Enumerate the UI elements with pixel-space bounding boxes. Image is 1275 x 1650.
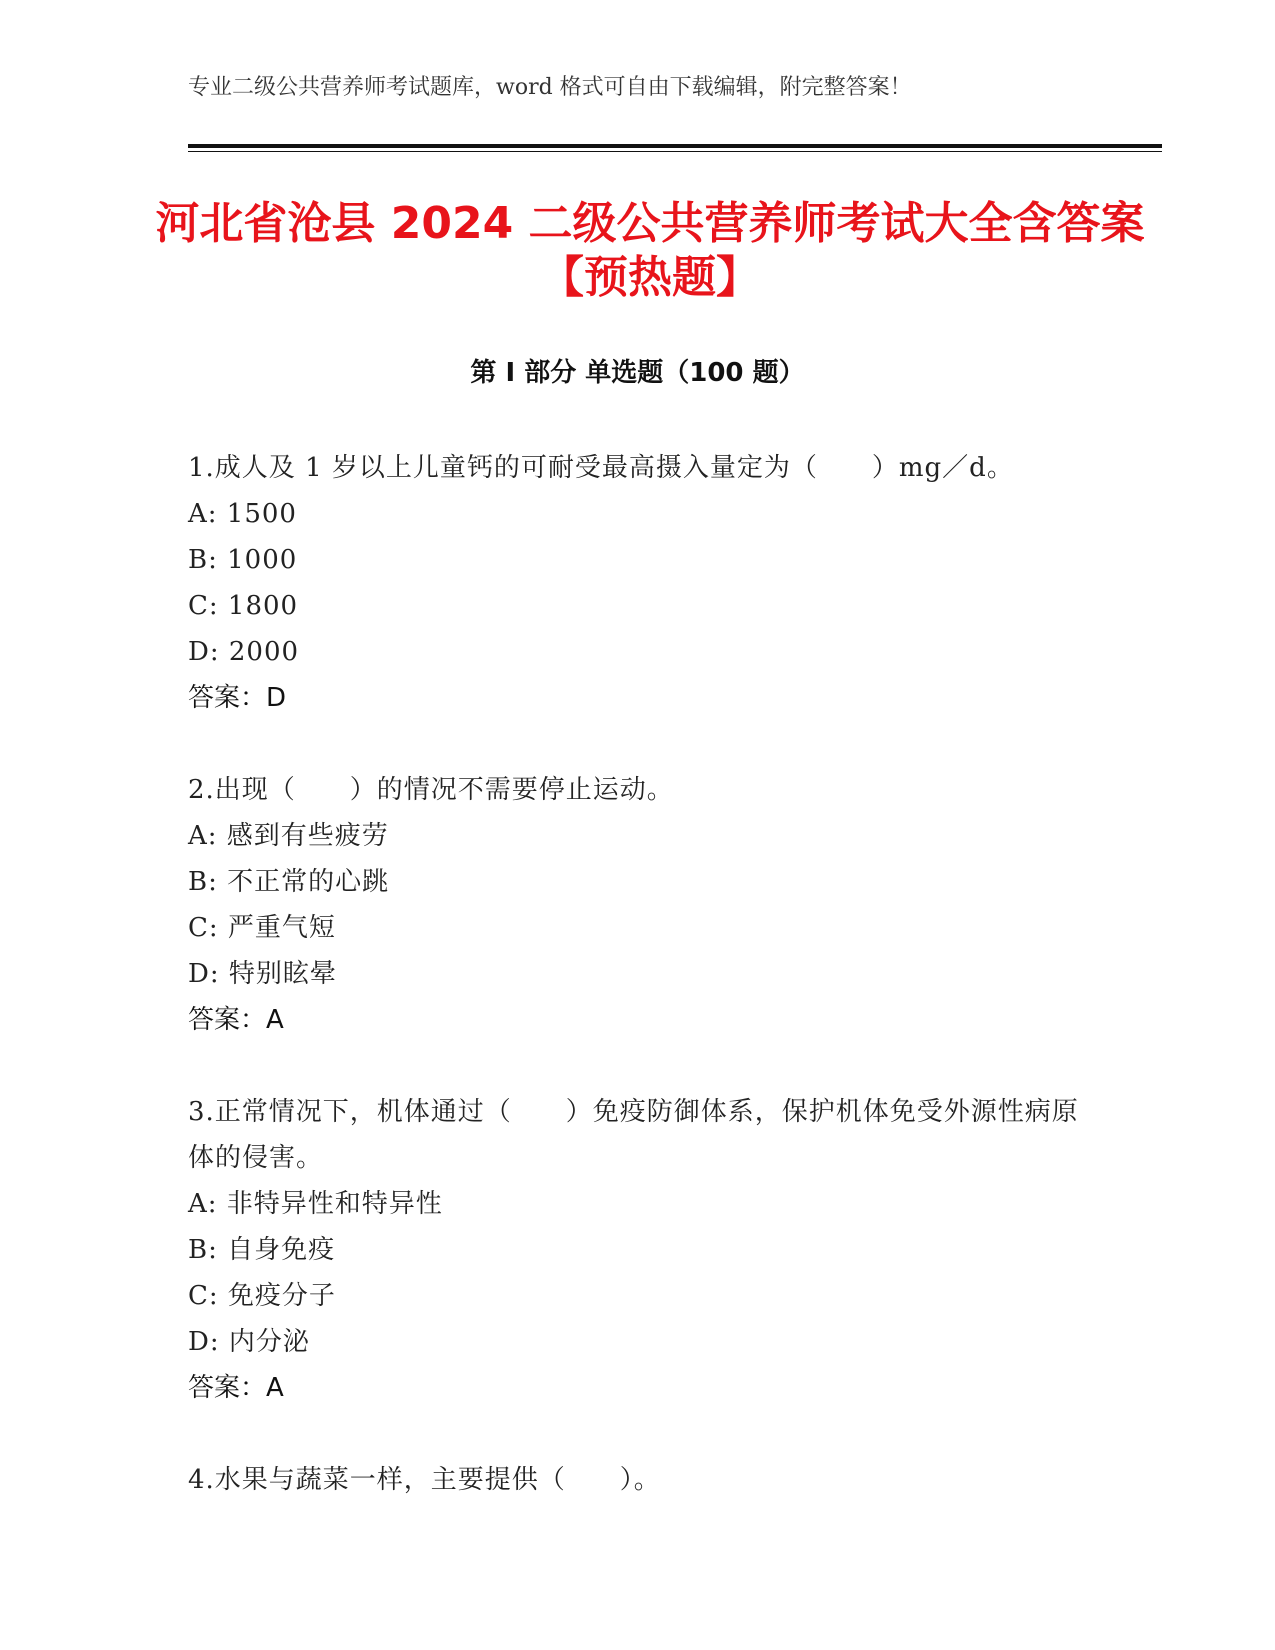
option-a: A: 非特异性和特异性 xyxy=(188,1189,443,1219)
option-c: C: 1800 xyxy=(188,591,299,621)
option-c: C: 严重气短 xyxy=(188,913,336,943)
option-b: B: 1000 xyxy=(188,545,298,575)
question-stem: 1.成人及 1 岁以上儿童钙的可耐受最高摄入量定为（ ）mg／d。 xyxy=(188,453,1014,483)
option-a: A: 1500 xyxy=(188,499,297,529)
option-b: B: 不正常的心跳 xyxy=(188,867,390,897)
header-rule-thin xyxy=(188,151,1162,152)
question-stem: 3.正常情况下，机体通过（ ）免疫防御体系，保护机体免受外源性病原体的侵害。 xyxy=(188,1097,1079,1173)
question-3 xyxy=(188,1089,1088,1411)
header-note: 专业二级公共营养师考试题库，word 格式可自由下载编辑，附完整答案！ xyxy=(188,75,912,100)
option-d: D: 特别眩晕 xyxy=(188,959,337,989)
question-list xyxy=(188,445,1088,1549)
question-4 xyxy=(188,1457,1088,1503)
question-stem: 4.水果与蔬菜一样，主要提供（ ）。 xyxy=(188,1465,661,1495)
document-title: 河北省沧县 2024 二级公共营养师考试大全含答案【预热题】 xyxy=(155,198,1145,303)
option-d: D: 内分泌 xyxy=(188,1327,310,1357)
option-a: A: 感到有些疲劳 xyxy=(188,821,389,851)
header-rule-thick xyxy=(188,144,1162,148)
question-2 xyxy=(188,767,1088,1043)
option-d: D: 2000 xyxy=(188,637,300,667)
question-stem: 2.出现（ ）的情况不需要停止运动。 xyxy=(188,775,674,805)
answer-line: 答案：A xyxy=(188,1373,284,1403)
question-1 xyxy=(188,445,1088,721)
answer-line: 答案：D xyxy=(188,683,287,713)
option-c: C: 免疫分子 xyxy=(188,1281,336,1311)
option-b: B: 自身免疫 xyxy=(188,1235,336,1265)
section-heading: 第 I 部分 单选题（100 题） xyxy=(470,358,805,388)
answer-line: 答案：A xyxy=(188,1005,284,1035)
